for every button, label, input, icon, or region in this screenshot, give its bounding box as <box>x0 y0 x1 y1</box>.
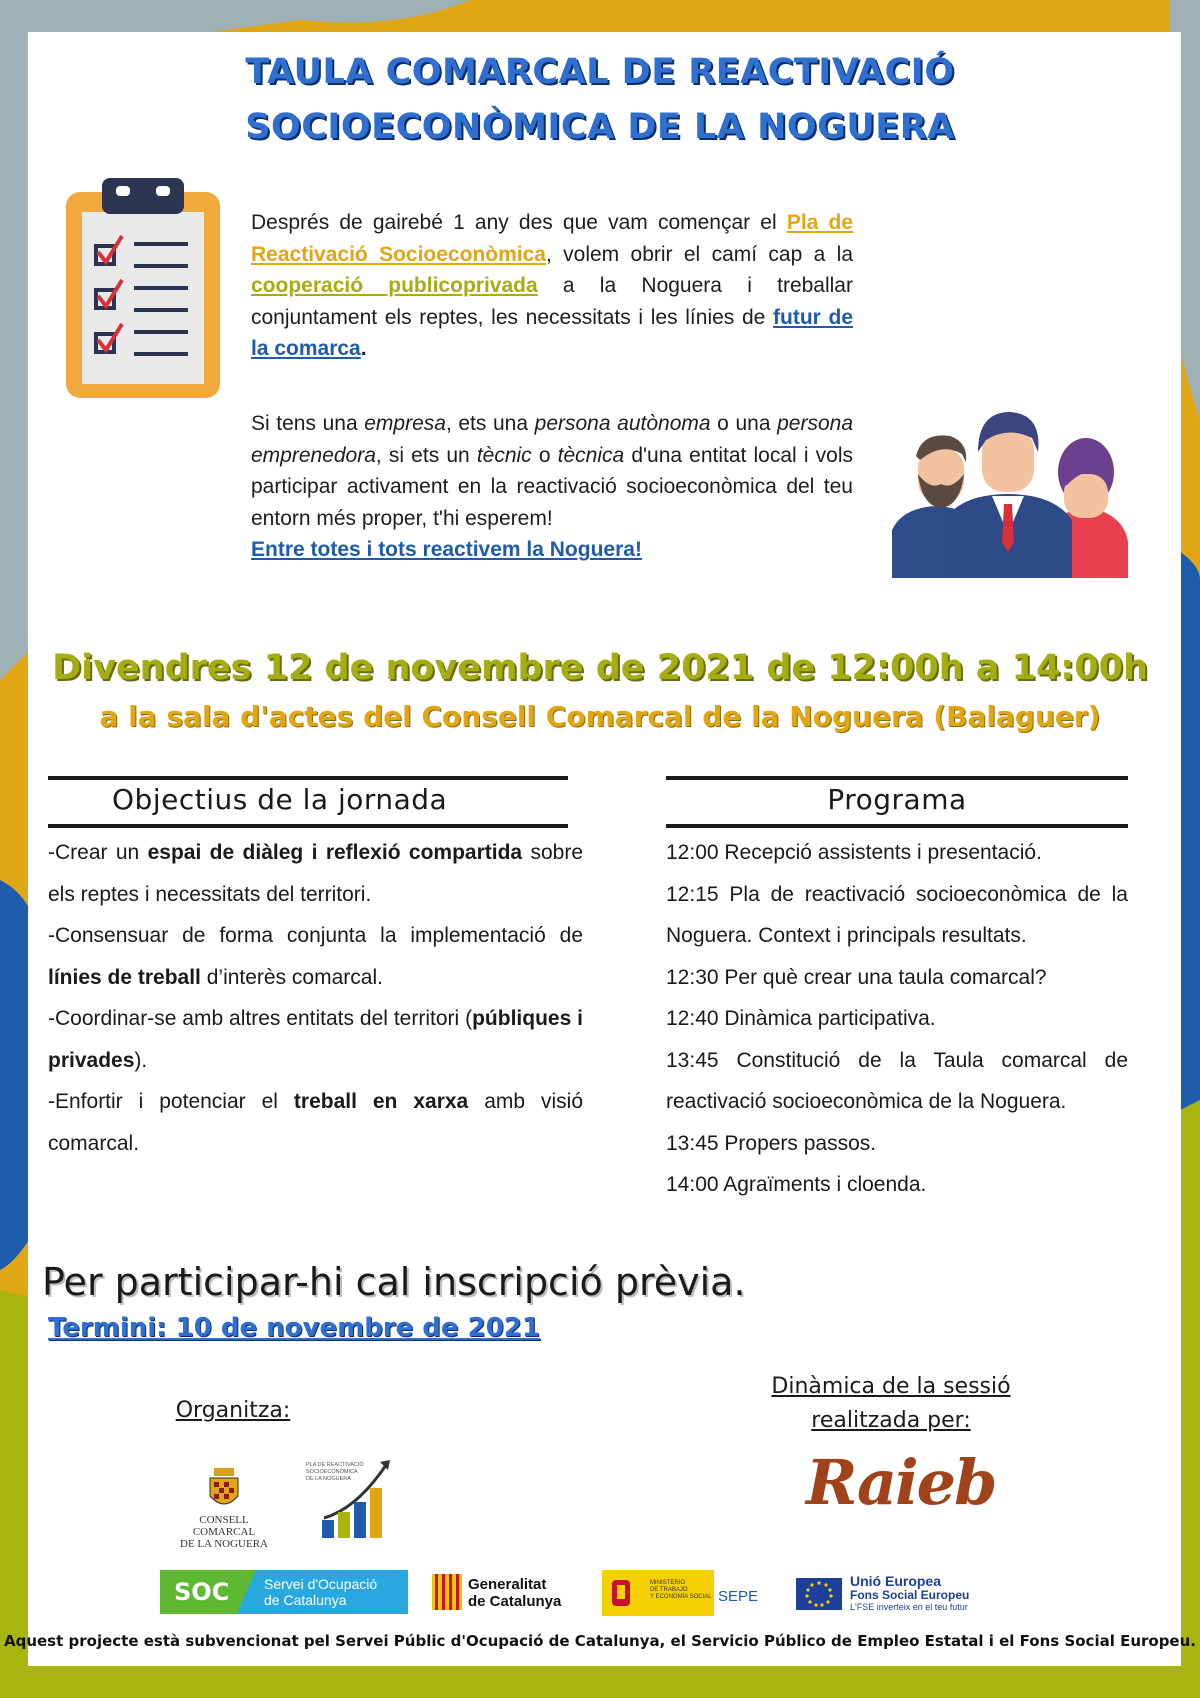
registration-required: Per participar-hi cal inscripció prèvia. <box>42 1260 746 1304</box>
generalitat-logo: Generalitat de Catalunya <box>468 1576 562 1610</box>
invite-paragraph: Si tens una empresa, ets una persona autònoma o una persona emprenedora, si ets un tècnic o tècnica d'una entitat local i vols participar activament en la reactivació socioeconòmica del teu entorn més proper, t'hi esperem! Entre totes i tots reactivem la Noguera! <box>251 412 853 562</box>
program-heading: Programa <box>827 783 967 816</box>
objective-item: -Consensuar de forma conjunta la implementació de línies de treball d’interès comarcal. <box>48 924 583 989</box>
objectives-rule-bottom <box>48 824 568 828</box>
program-rule-bottom <box>666 824 1128 828</box>
objective-item: -Coordinar-se amb altres entitats del territori (públiques i privades). <box>48 1007 583 1072</box>
intro-paragraph: Després de gairebé 1 any des que vam començar el Pla de Reactivació Socioeconòmica, volem obrir el camí cap a la cooperació publicoprivada a la Noguera i treballar conjuntament els reptes, les necessitats i les línies de futur de la comarca. <box>251 211 854 361</box>
program-item: 13:45 Propers passos. <box>666 1131 877 1155</box>
pla-reactivacio-logo-text: PLA DE REACTIVACIÓ SOCIOECONÒMICA DE LA NOGUERA <box>306 1462 364 1482</box>
program-item: 14:00 Agraïments i cloenda. <box>666 1173 927 1196</box>
program-item: 13:45 Constitució de la Taula comarcal de reactivació socioeconòmica de la Noguera. <box>666 1048 1128 1113</box>
objective-item: -Crear un espai de diàleg i reflexió compartida sobre els reptes i necessitats del territori. <box>48 841 583 906</box>
ministerio-sepe-logo: MINISTERIO DE TRABAJO Y ECONOMÍA SOCIAL SEPE <box>602 1570 762 1616</box>
program-list <box>666 832 1128 1206</box>
objective-item: -Enfortir i potenciar el treball en xarxa amb visió comarcal. <box>48 1090 584 1155</box>
eu-fse-logo: Unió Europea Fons Social Europeu L'FSE inverteix en el teu futur <box>850 1573 970 1612</box>
organizer-label: Organitza: <box>175 1398 291 1423</box>
link-futur-comarca[interactable]: futur de la comarca <box>251 305 853 361</box>
registration-deadline: Termini: 10 de novembre de 2021 <box>48 1313 540 1343</box>
clipboard-checklist-icon <box>64 176 222 402</box>
generalitat-senyera-icon <box>432 1574 462 1610</box>
event-date: Divendres 12 de novembre de 2021 de 12:00h a 14:00h <box>52 648 1148 688</box>
funding-footer: Aquest projecte està subvencionat pel Servei Públic d'Ocupació de Catalunya, el Servicio Público de Empleo Estatal i el Fons Social Europeu. <box>3 1632 1196 1650</box>
consell-comarcal-logo: CONSELL COMARCAL DE LA NOGUERA <box>180 1514 268 1550</box>
soc-logo: SOC Servei d'Ocupació de Catalunya <box>160 1570 408 1614</box>
eu-flag-icon <box>796 1578 842 1610</box>
title-line-1: TAULA COMARCAL DE REACTIVACIÓ <box>245 52 955 92</box>
link-reactivem-noguera[interactable]: Entre totes i tots reactivem la Noguera! <box>251 538 642 562</box>
objectives-list <box>48 832 583 1164</box>
title-line-2: SOCIOECONÒMICA DE LA NOGUERA <box>245 107 955 147</box>
consell-comarcal-shield-icon <box>206 1468 242 1512</box>
people-group-icon <box>892 412 1128 578</box>
session-label-2: realitzada per: <box>811 1408 971 1433</box>
session-label-1: Dinàmica de la sessió <box>771 1374 1011 1399</box>
program-item: 12:00 Recepció assistents i presentació. <box>666 841 1042 864</box>
event-place: a la sala d'actes del Consell Comarcal de la Noguera (Balaguer) <box>99 700 1101 733</box>
spain-coat-of-arms-icon <box>610 1576 632 1610</box>
program-item: 12:30 Per què crear una taula comarcal? <box>666 965 1047 989</box>
link-pla-reactivacio[interactable]: Pla de Reactivació Socioeconòmica <box>251 211 853 266</box>
objectives-rule-top <box>48 776 568 780</box>
objectives-heading: Objectius de la jornada <box>112 783 448 816</box>
program-item: 12:40 Dinàmica participativa. <box>666 1007 936 1030</box>
link-cooperacio[interactable]: cooperació publicoprivada <box>251 274 538 298</box>
program-item: 12:15 Pla de reactivació socioeconòmica de la Noguera. Context i principals resultats. <box>666 882 1128 947</box>
raieb-logo: Raieb <box>806 1446 996 1519</box>
pla-reactivacio-chart-icon <box>318 1458 394 1540</box>
program-rule-top <box>666 776 1128 780</box>
